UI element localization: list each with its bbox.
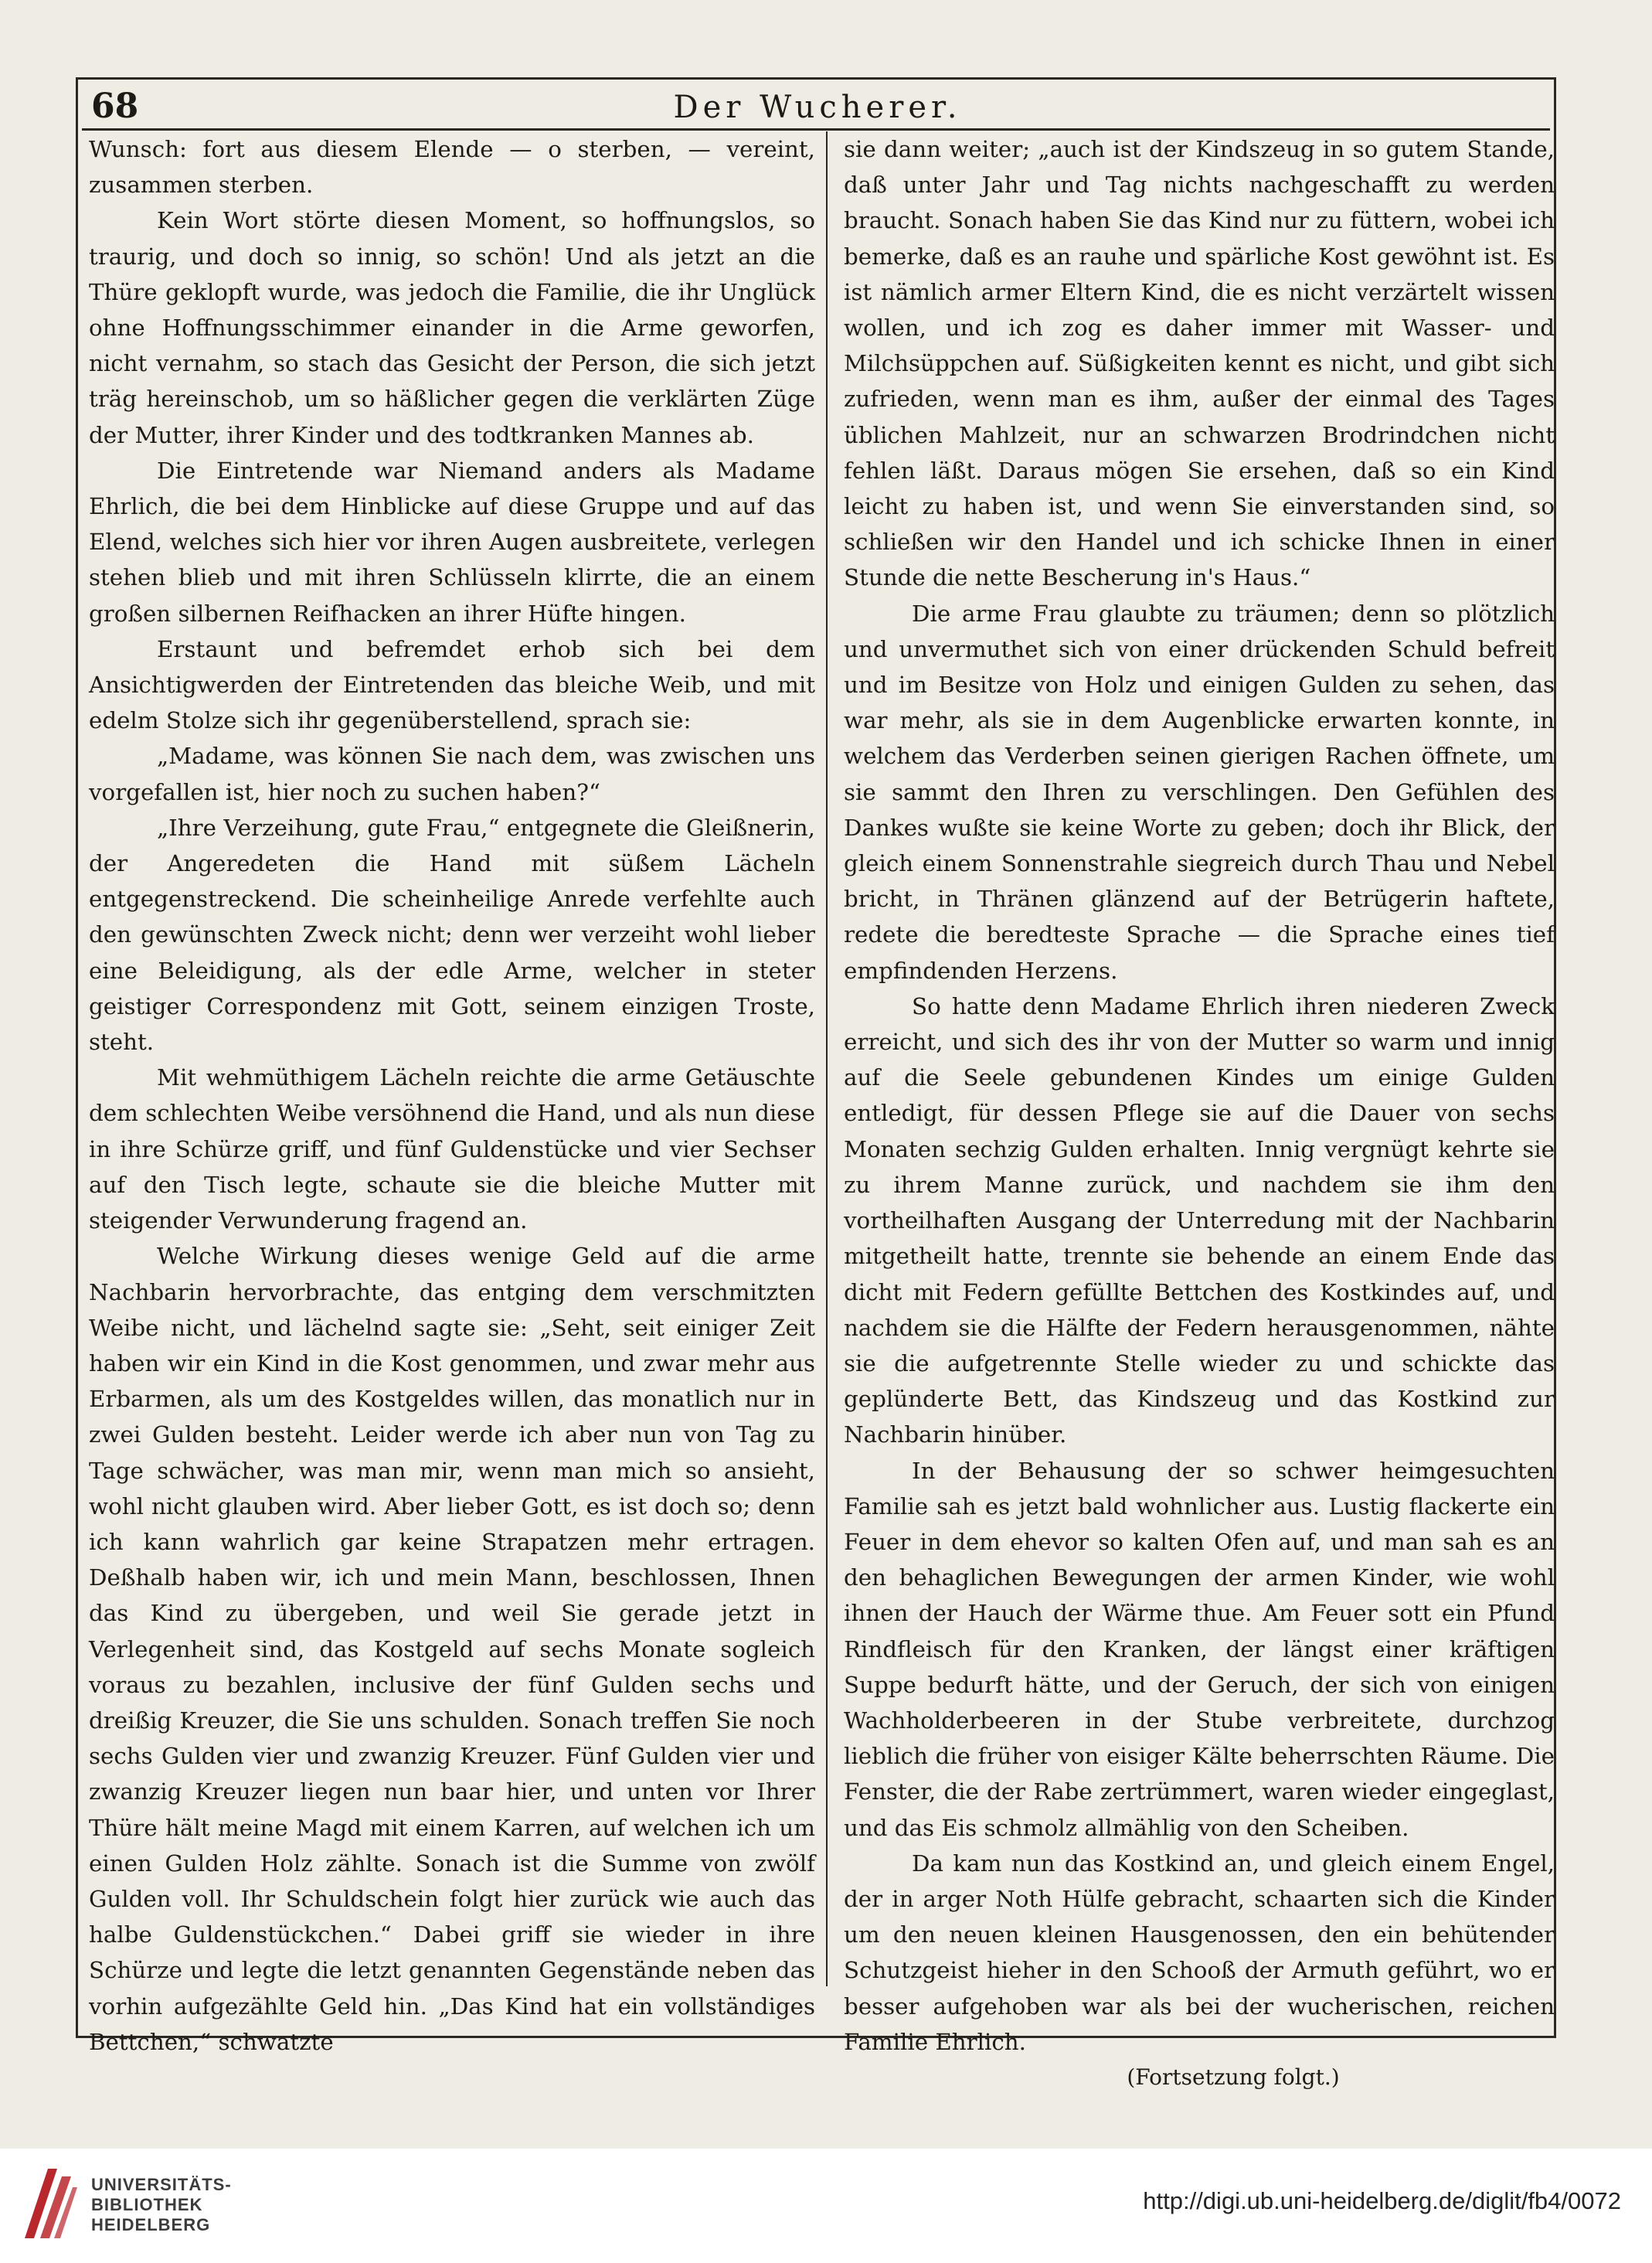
paragraph: Welche Wirkung dieses wenige Geld auf die arme Nachbarin hervorbrachte, das entging dem verschmitzten Weibe nicht, und lächelnd sagte sie: „Seht, seit einiger Zeit haben wir ein Kind in die Kost genommen, und zwar mehr aus Erbarmen, als um des Kostgeldes willen, das monatlich nur in zwei Gulden besteht. Leider werde ich aber nun von Tag zu Tage schwächer, was man mir, wenn man mich so ansieht, wohl nicht glauben wird. Aber lieber Gott, es ist doch so; denn ich kann wahrlich gar keine Strapatzen mehr ertragen. Deßhalb haben wir, ich und mein Mann, beschlossen, Ihnen das Kind zu übergeben, und weil Sie gerade jetzt in Verlegenheit sind, das Kostgeld auf sechs Monate sogleich voraus zu bezahlen, inclusive der fünf Gulden sechs und dreißig Kreuzer, die Sie uns schulden. Sonach treffen Sie noch sechs Gulden vier und zwanzig Kreuzer. Fünf Gulden vier und zwanzig Kreuzer liegen nun baar hier, und unten vor Ihrer Thüre hält meine Magd mit einem Karren, auf welchen ich um einen Gulden Holz zählte. Sonach ist die Summe von zwölf Gulden voll. Ihr Schuldschein folgt hier zurück wie auch das halbe Guldenstückchen.“ Dabei griff sie wieder in ihre Schürze und legte die letzt genannten Gegenstände neben das vorhin aufgezählte Geld hin. „Das Kind hat ein vollständiges Bettchen,“ schwatzte xyxy=(89,1243,815,2055)
page-header xyxy=(91,87,1544,133)
permalink-url[interactable]: http://digi.ub.uni-heidelberg.de/diglit/fb4/0072 xyxy=(1143,2187,1621,2214)
paragraph: „Madame, was können Sie nach dem, was zwischen uns vorgefallen ist, hier noch zu suchen haben?“ xyxy=(89,743,815,805)
heidelberg-library-logo-icon xyxy=(17,2161,79,2246)
header-rule xyxy=(82,128,1550,131)
paragraph: Kein Wort störte diesen Moment, so hoffnungslos, so traurig, und doch so innig, so schön! Und als jetzt an die Thüre geklopft wurde, was jedoch die Familie, die ihr Unglück ohne Hoffnungsschimmer einander in die Arme geworfen, nicht vernahm, so stach das Gesicht der Person, die sich jetzt träg hereinschob, um so häßlicher gegen die verklärten Züge der Mutter, ihrer Kinder und des todtkranken Mannes ab. xyxy=(89,207,815,448)
column-divider xyxy=(826,131,828,1986)
paragraph: Die Eintretende war Niemand anders als Madame Ehrlich, die bei dem Hinblicke auf diese Gruppe und auf das Elend, welches sich hier vor ihren Augen ausbreitete, verlegen stehen blieb und mit ihren Schlüsseln klirrte, die an einem großen silbernen Reifhacken an ihrer Hüfte hingen. xyxy=(89,457,815,627)
paragraph: Die arme Frau glaubte zu träumen; denn so plötzlich und unvermuthet sich von einer drückenden Schuld befreit und im Besitze von Holz und einigen Gulden zu sehen, das war mehr, als sie in dem Augenblicke erwarten konnte, in welchem das Verderben seinen gierigen Rachen öffnete, um sie sammt den Ihren zu verschlingen. Den Gefühlen des Dankes wußte sie keine Worte zu geben; doch ihr Blick, der gleich einem Sonnenstrahle siegreich durch Thau und Nebel bricht, in Thränen glänzend auf der Betrügerin haftete, redete die beredteste Sprache — die Sprache eines tief empfindenden Herzens. xyxy=(844,600,1555,984)
paragraph: So hatte denn Madame Ehrlich ihren niederen Zweck erreicht, und sich des ihr von der Mutter so warm und innig auf die Seele gebundenen Kindes um einige Gulden entledigt, für dessen Pflege sie auf die Dauer von sechs Monaten sechzig Gulden erhalten. Innig vergnügt kehrte sie zu ihrem Manne zurück, und nachdem sie ihm den vortheilhaften Ausgang der Unterredung mit der Nachbarin mitgetheilt hatte, trennte sie behende an einem Ende das dicht mit Federn gefüllte Bettchen des Kostkindes auf, und nachdem sie die Hälfte der Federn herausgenommen, nähte sie die aufgetrennte Stelle wieder zu und schickte das geplünderte Bett, das Kindszeug und das Kostkind zur Nachbarin hinüber. xyxy=(844,992,1555,1448)
paragraph: In der Behausung der so schwer heimgesuchten Familie sah es jetzt bald wohnlicher aus. Lustig flackerte ein Feuer in dem ehevor so kalten Ofen auf, und man sah es an den behaglichen Bewegungen der armen Kinder, wie wohl ihnen der Hauch der Wärme thue. Am Feuer sott ein Pfund Rindfleisch für den Kranken, der längst einer kräftigen Suppe bedurft hätte, und der Geruch, der sich von einigen Wachholderbeeren in der Stube verbreitete, durchzog lieblich die früher von eisiger Kälte beherrschten Räume. Die Fenster, die der Rabe zertrümmert, waren wieder eingeglast, und das Eis schmolz allmählig von den Scheiben. xyxy=(844,1457,1555,1841)
paragraph: Erstaunt und befremdet erhob sich bei dem Ansichtigwerden der Eintretenden das bleiche Weib, und mit edelm Stolze sich ihr gegenüberstellend, sprach sie: xyxy=(89,635,815,734)
viewer-footer xyxy=(0,2149,1652,2263)
library-line: BIBLIOTHEK xyxy=(91,2195,203,2214)
paragraph: Mit wehmüthigem Lächeln reichte die arme Getäuschte dem schlechten Weibe versöhnend die Hand, und als nun diese in ihre Schürze griff, und fünf Guldenstücke und vier Sechser auf den Tisch legte, schaute sie die bleiche Mutter mit steigender Verwunderung fragend an. xyxy=(89,1064,815,1234)
paragraph: Da kam nun das Kostkind an, und gleich einem Engel, der in arger Noth Hülfe gebracht, schaarten sich die Kinder um den neuen kleinen Hausgenossen, den ein behütender Schutzgeist hieher in den Schooß der Armuth geführt, wo er besser aufgehoben war als bei der wucherischen, reichen Familie Ehrlich. xyxy=(844,1850,1555,2055)
paragraph: „Ihre Verzeihung, gute Frau,“ entgegnete die Gleißnerin, der Angeredeten die Hand mit süßem Lächeln entgegenstreckend. Die scheinheilige Anrede verfehlte auch den gewünschten Zweck nicht; denn wer verzeiht wohl lieber eine Beleidigung, als der edle Arme, welcher in steter geistiger Correspondenz mit Gott, seinem einzigen Troste, steht. xyxy=(89,814,815,1056)
paragraph: sie dann weiter; „auch ist der Kindszeug in so gutem Stande, daß unter Jahr und Tag nichts nachgeschafft zu werden braucht. Sonach haben Sie das Kind nur zu füttern, wobei ich bemerke, daß es an rauhe und spärliche Kost gewöhnt ist. Es ist nämlich armer Eltern Kind, die es nicht verzärtelt wissen wollen, und ich zog es daher immer mit Wasser- und Milchsüppchen auf. Süßigkeiten kennt es nicht, und gibt sich zufrieden, wenn man es ihm, außer der einmal des Tages üblichen Mahlzeit, nur an schwarzen Brodrindchen nicht fehlen läßt. Daraus mögen Sie ersehen, daß so ein Kind leicht zu haben ist, und wenn Sie einverstanden sind, so schließen wir den Handel und ich schicke Ihnen in einer Stunde die nette Bescherung in's Haus.“ xyxy=(844,136,1555,591)
left-column xyxy=(89,131,815,2060)
continuation-note: (Fortsetzung folgt.) xyxy=(1127,2064,1340,2090)
running-title: Der Wucherer. xyxy=(673,90,962,125)
library-name xyxy=(91,2175,232,2235)
right-column xyxy=(844,131,1555,2095)
library-line: UNIVERSITÄTS- xyxy=(91,2175,232,2194)
page-number: 68 xyxy=(91,87,139,126)
library-line: HEIDELBERG xyxy=(91,2215,211,2234)
paragraph: Wunsch: fort aus diesem Elende — o sterben, — vereint, zusammen sterben. xyxy=(89,136,815,199)
